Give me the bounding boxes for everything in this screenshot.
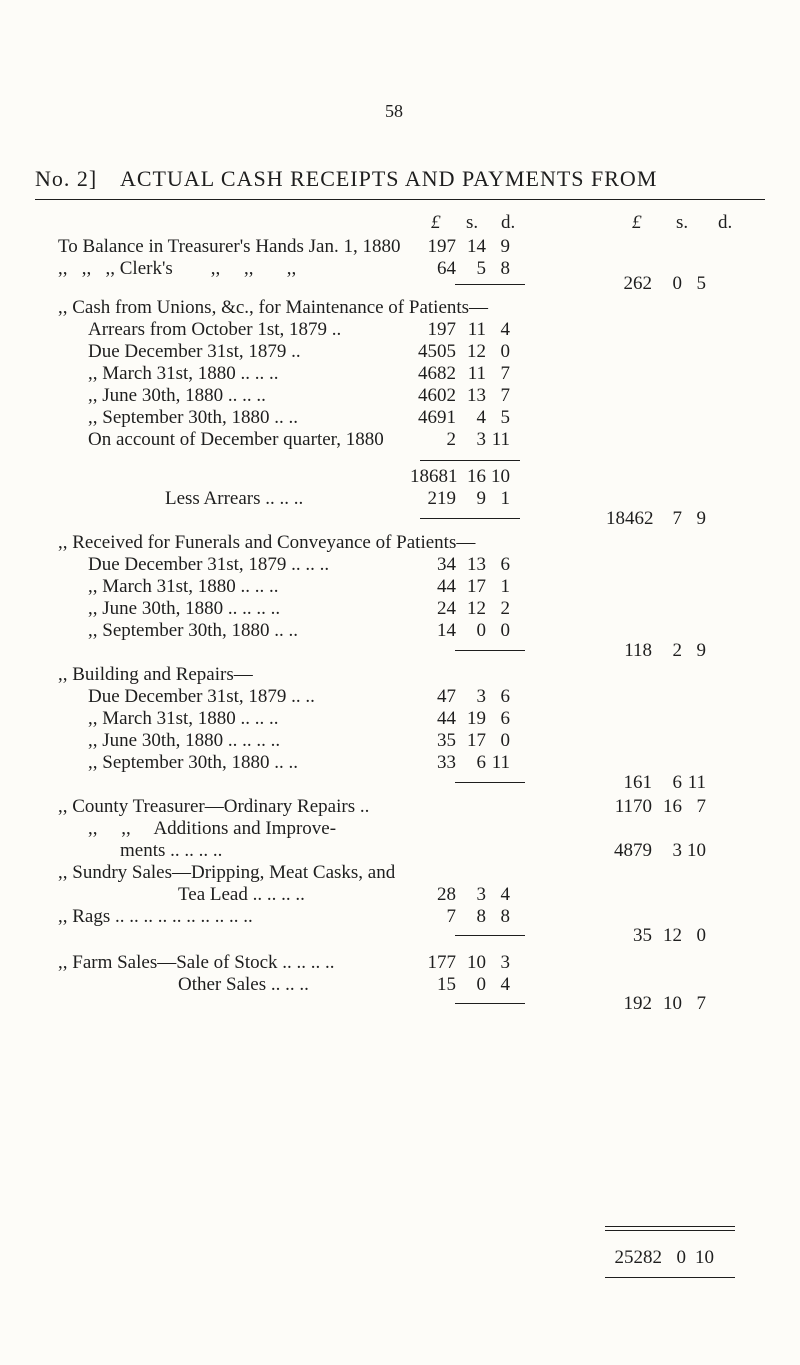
rags-amount: 7 8 8 bbox=[446, 906, 510, 927]
funerals-row-label: ,, June 30th, 1880 .. .. .. .. bbox=[88, 598, 281, 619]
shillings-header-outer: s. bbox=[676, 212, 689, 233]
building-row-label: ,, March 31st, 1880 .. .. .. bbox=[88, 708, 279, 729]
unions-row-label: ,, September 30th, 1880 .. .. bbox=[88, 407, 299, 428]
section-number: No. 2] bbox=[35, 166, 98, 191]
less-arrears-label: Less Arrears .. .. .. bbox=[165, 488, 304, 509]
county-additions-label: ,, ,, Additions and Improve- bbox=[88, 818, 337, 839]
county-ordinary-total: 1170 16 7 bbox=[614, 796, 706, 817]
unions-total: 18462 7 9 bbox=[606, 508, 706, 529]
funerals-row-amount: 24 12 2 bbox=[437, 598, 510, 619]
county-ments-label: ments .. .. .. .. bbox=[120, 840, 223, 861]
sundry-tea-lead-amount: 28 3 4 bbox=[437, 884, 510, 905]
funerals-row-label: ,, September 30th, 1880 .. .. bbox=[88, 620, 299, 641]
funerals-heading: ,, Received for Funerals and Conveyance of Patients— bbox=[58, 532, 476, 553]
building-heading: ,, Building and Repairs— bbox=[58, 664, 253, 685]
balance-treasurer-label: To Balance in Treasurer's Hands Jan. 1, 1880 bbox=[58, 236, 401, 257]
unions-row-amount: 2 3 11 bbox=[446, 429, 510, 450]
unions-row-label: ,, June 30th, 1880 .. .. .. bbox=[88, 385, 266, 406]
county-additions-total: 4879 3 10 bbox=[614, 840, 706, 861]
unions-row-amount: 4505 12 0 bbox=[418, 341, 510, 362]
grand-total: 25282 0 10 bbox=[614, 1247, 714, 1268]
farm-sum-rule bbox=[455, 1003, 525, 1004]
pence-header-inner: d. bbox=[501, 212, 516, 233]
funerals-sum-rule bbox=[455, 650, 525, 651]
farm-total: 192 10 7 bbox=[623, 993, 706, 1014]
shillings-header-inner: s. bbox=[466, 212, 479, 233]
less-arrears-amount: 219 9 1 bbox=[427, 488, 510, 509]
unions-subtotal-rule bbox=[420, 460, 520, 461]
building-sum-rule bbox=[455, 782, 525, 783]
balance-total: 262 0 5 bbox=[623, 273, 706, 294]
pounds-header-outer: £ bbox=[632, 212, 642, 233]
farm-other-amount: 15 0 4 bbox=[437, 974, 510, 995]
farm-stock-amount: 177 10 3 bbox=[427, 952, 510, 973]
pounds-header-inner: £ bbox=[431, 212, 441, 233]
pence-header-outer: d. bbox=[718, 212, 733, 233]
page-title: ACTUAL CASH RECEIPTS AND PAYMENTS FROM bbox=[120, 166, 658, 191]
unions-row-label: Arrears from October 1st, 1879 .. bbox=[88, 319, 342, 340]
funerals-total: 118 2 9 bbox=[624, 640, 706, 661]
balance-treasurer-amount: 197 14 9 bbox=[427, 236, 510, 257]
grand-total-rule-top2 bbox=[605, 1230, 735, 1231]
unions-row-label: ,, March 31st, 1880 .. .. .. bbox=[88, 363, 279, 384]
sundry-tea-lead-label: Tea Lead .. .. .. .. bbox=[178, 884, 305, 905]
building-row-label: ,, June 30th, 1880 .. .. .. .. bbox=[88, 730, 281, 751]
building-row-label: Due December 31st, 1879 .. .. bbox=[88, 686, 315, 707]
funerals-row-label: ,, March 31st, 1880 .. .. .. bbox=[88, 576, 279, 597]
unions-row-label: Due December 31st, 1879 .. bbox=[88, 341, 301, 362]
building-total: 161 6 11 bbox=[623, 772, 706, 793]
unions-row-amount: 4691 4 5 bbox=[418, 407, 510, 428]
building-row-label: ,, September 30th, 1880 .. .. bbox=[88, 752, 299, 773]
sundry-heading: ,, Sundry Sales—Dripping, Meat Casks, and bbox=[58, 862, 396, 883]
unions-row-amount: 4682 11 7 bbox=[418, 363, 510, 384]
rags-label: ,, Rags .. .. .. .. .. .. .. .. .. .. bbox=[58, 906, 253, 927]
sundry-sum-rule bbox=[455, 935, 525, 936]
funerals-row-label: Due December 31st, 1879 .. .. .. bbox=[88, 554, 330, 575]
unions-row-amount: 4602 13 7 bbox=[418, 385, 510, 406]
unions-row-label: On account of December quarter, 1880 bbox=[88, 429, 384, 450]
balance-sum-rule bbox=[455, 284, 525, 285]
funerals-row-amount: 44 17 1 bbox=[437, 576, 510, 597]
building-row-amount: 33 6 11 bbox=[437, 752, 510, 773]
building-row-amount: 47 3 6 bbox=[437, 686, 510, 707]
farm-other-label: Other Sales .. .. .. bbox=[178, 974, 309, 995]
sundry-total: 35 12 0 bbox=[633, 925, 706, 946]
building-row-amount: 44 19 6 bbox=[437, 708, 510, 729]
balance-clerk-amount: 64 5 8 bbox=[437, 258, 510, 279]
unions-net-rule bbox=[420, 518, 520, 519]
grand-total-rule-bottom bbox=[605, 1277, 735, 1278]
balance-clerk-label: ,, ,, ,, Clerk's ,, ,, ,, bbox=[58, 258, 297, 279]
unions-row-amount: 197 11 4 bbox=[427, 319, 510, 340]
funerals-row-amount: 34 13 6 bbox=[437, 554, 510, 575]
funerals-row-amount: 14 0 0 bbox=[437, 620, 510, 641]
building-row-amount: 35 17 0 bbox=[437, 730, 510, 751]
header-rule bbox=[35, 199, 765, 200]
unions-heading: ,, Cash from Unions, &c., for Maintenance of Patients— bbox=[58, 297, 489, 318]
unions-subtotal: 18681 16 10 bbox=[410, 466, 510, 487]
farm-stock-label: ,, Farm Sales—Sale of Stock .. .. .. .. bbox=[58, 952, 335, 973]
county-ordinary-label: ,, County Treasurer—Ordinary Repairs .. bbox=[58, 796, 370, 817]
page-number: 58 bbox=[385, 101, 403, 121]
grand-total-rule-top bbox=[605, 1226, 735, 1227]
